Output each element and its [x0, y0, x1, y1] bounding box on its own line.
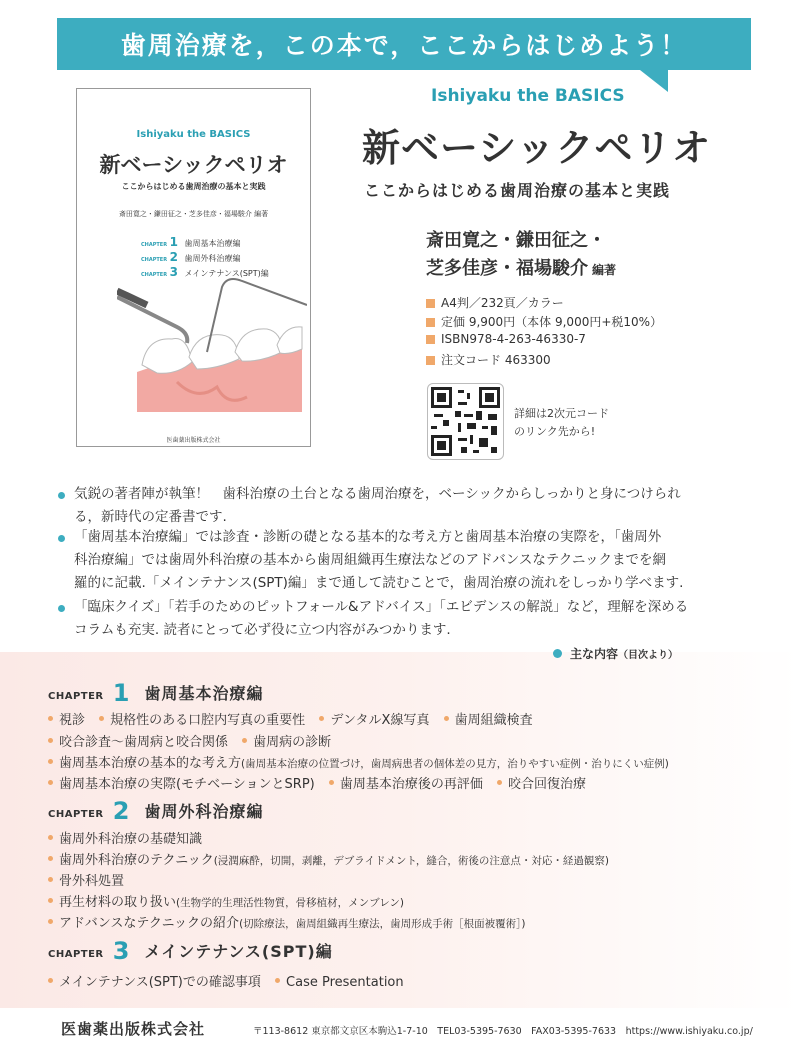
authors-line-2	[426, 254, 616, 280]
chapter-1-line-3	[48, 752, 679, 771]
contents-chapter-3-heading: CHAPTER 3 メインテナンス(SPT)編	[48, 937, 333, 965]
banner-text: 歯周治療を，この本で，ここからはじめよう！	[120, 31, 688, 60]
content-item: 歯周病の診断	[242, 735, 331, 750]
teeth-illustration	[117, 277, 307, 417]
cover-subtitle: ここからはじめる歯周治療の基本と実践	[121, 182, 266, 191]
content-item: 咬合回復治療	[497, 777, 586, 792]
chapter-2-line-2	[48, 849, 619, 868]
chapter-1-line-1	[48, 709, 543, 728]
content-item: 歯周基本治療の基本的な考え方(歯周基本治療の位置づけ，歯周病患者の個体差の見方，治りやすい症例・治りにくい症例)	[48, 756, 669, 771]
content-item: アドバンスなテクニックの紹介(切除療法，歯周組織再生療法，歯周形成手術［根面被覆術］)	[48, 916, 526, 931]
cover-chapter-1: CHAPTER 1 歯周基本治療編	[141, 235, 241, 249]
description-bullet-1: 気鋭の著者陣が執筆！ 歯科治療の土台となる歯周治療を，ベーシックからしっかりと身につけられ る，新時代の定番書です.	[58, 483, 748, 529]
footer-publisher: 医歯薬出版株式会社	[61, 1020, 206, 1038]
tooth-4	[277, 327, 302, 354]
qr-code-image	[428, 384, 503, 459]
description-bullet-3: 「臨床クイズ」「若手のためのピットフォール&アドバイス」「エビデンスの解説」など，理解を深める コラムも充実. 読者にとって必ず役に立つ内容がみつかります.	[58, 596, 748, 642]
chapter-2-line-1	[48, 828, 212, 847]
description-bullet-2: 「歯周基本治療編」では診査・診断の礎となる基本的な考え方と歯周基本治療の実際を，「歯周外 科治療編」では歯周外科治療の基本から歯周組織再生療法などのアドバンスなテクニックまでを網 羅的に記載.「メインテナンス(SPT)編」まで通して読むことで，歯周治療の流れをしっかり学べます.	[58, 526, 748, 595]
bullet-dot	[58, 605, 65, 612]
series-name: Ishiyaku the BASICS	[431, 86, 625, 106]
chapter-2-line-3	[48, 870, 134, 889]
bullet-dot	[58, 492, 65, 499]
authors-line-1: 斎田寛之・鎌田征之・	[426, 230, 606, 251]
authors-names: 芝多佳彦・福場駿介	[426, 258, 588, 279]
footer-address: 〒113-8612 東京都文京区本駒込1-7-10 TEL03-5395-7630 FAX03-5395-7633 https://www.ishiyaku.co.jp/	[253, 1026, 753, 1037]
top-banner	[57, 18, 751, 70]
chapter-3-line-1	[48, 971, 414, 990]
content-item: Case Presentation	[275, 975, 404, 990]
chapter-2-line-4	[48, 891, 414, 910]
cover-title: 新ベーシックペリオ	[99, 153, 288, 177]
chapter-2-line-5	[48, 912, 536, 931]
chapter-1-line-4	[48, 773, 596, 792]
spec-bullet	[426, 356, 435, 365]
editor-label: 編著	[592, 263, 617, 277]
spec-format: A4判／232頁／カラー	[426, 294, 564, 311]
content-item: 歯周基本治療の実際(モチベーションとSRP)	[48, 777, 315, 792]
cover-publisher: 医歯薬出版株式会社	[166, 437, 221, 444]
spec-order-code: 注文コード 463300	[426, 351, 551, 368]
content-item: 規格性のある口腔内写真の重要性	[99, 713, 305, 728]
cover-authors: 斎田寛之・鎌田征之・芝多佳彦・福場駿介 編著	[118, 210, 269, 218]
content-item: 歯周組織検査	[444, 713, 533, 728]
spec-bullet	[426, 318, 435, 327]
contents-heading: 主な内容（目次より）	[553, 645, 678, 662]
content-item: 歯周基本治療後の再評価	[329, 777, 483, 792]
spec-bullet	[426, 299, 435, 308]
qr-code[interactable]	[427, 383, 504, 460]
bullet-dot	[58, 535, 65, 542]
content-item: 歯周外科治療のテクニック(浸潤麻酔，切開，剥離，デブライドメント，縫合，術後の注意点・対応・経過観察)	[48, 853, 609, 868]
cover-chapter-2: CHAPTER 2 歯周外科治療編	[141, 250, 241, 264]
book-subtitle: ここからはじめる歯周治療の基本と実践	[364, 181, 671, 200]
qr-caption: 詳細は2次元コード のリンク先から!	[514, 407, 609, 438]
contents-chapter-1-heading: CHAPTER 1 歯周基本治療編	[48, 679, 264, 707]
contents-dot	[553, 649, 562, 658]
spec-price: 定価 9,900円（本体 9,000円+税10%）	[426, 313, 662, 330]
cover-series: Ishiyaku the BASICS	[136, 129, 251, 140]
contents-chapter-2-heading: CHAPTER 2 歯周外科治療編	[48, 797, 264, 825]
banner-speech-tail	[640, 70, 668, 92]
book-title: 新ベーシックペリオ	[362, 126, 712, 170]
spec-isbn: ISBN978-4-263-46330-7	[426, 332, 586, 346]
content-item: 骨外科処置	[48, 874, 124, 889]
content-item: デンタルX線写真	[319, 713, 429, 728]
content-item: 咬合診査～歯周病と咬合関係	[48, 735, 228, 750]
scaler-instrument	[117, 297, 187, 343]
content-item: メインテナンス(SPT)での確認事項	[48, 975, 261, 990]
content-item: 歯周外科治療の基礎知識	[48, 832, 202, 847]
chapter-1-line-2	[48, 731, 341, 750]
book-cover-image	[76, 88, 311, 447]
content-item: 再生材料の取り扱い(生物学的生理活性物質，骨移植材，メンブレン)	[48, 895, 404, 910]
content-item: 視診	[48, 713, 85, 728]
cover-chapter-3: CHAPTER 3 メインテナンス(SPT)編	[141, 265, 269, 279]
spec-bullet	[426, 335, 435, 344]
